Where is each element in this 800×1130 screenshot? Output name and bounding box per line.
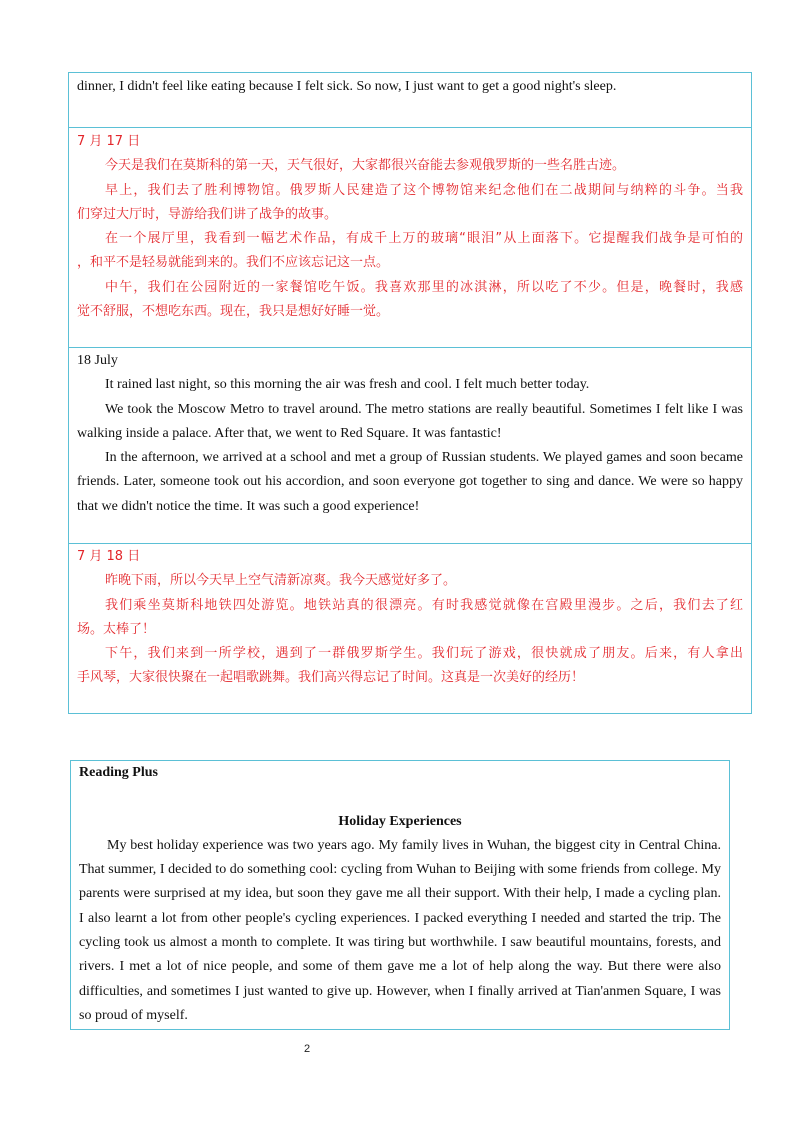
english-entry-18-july bbox=[69, 347, 751, 543]
paragraph-line: 中午，我们在公园附近的一家餐馆吃午饭。我喜欢那里的冰淇淋，所以吃了不少。但是，晚餐时，我感 bbox=[105, 279, 743, 295]
english-continuation-section bbox=[69, 73, 751, 127]
paragraph-line: 在一个展厅里，我看到一幅艺术作品，有成千上万的玻璃“眼泪”从上面落下。它提醒我们战争是可怕的 bbox=[105, 231, 743, 247]
paragraph-line: that we didn't notice the time. It was such a good experience! bbox=[77, 498, 420, 514]
paragraph-line: 手风琴，大家很快聚在一起唱歌跳舞。我们高兴得忘记了时间。这真是一次美好的经历！ bbox=[77, 670, 585, 686]
continuation-line: dinner, I didn't feel like eating because I felt sick. So now, I just want to get a good night's sleep. bbox=[77, 79, 617, 94]
reading-plus-content bbox=[71, 761, 729, 1028]
diary-box bbox=[68, 72, 752, 714]
page-number: 2 bbox=[303, 1043, 311, 1055]
paragraph-line: 今天是我们在莫斯科的第一天，天气很好，大家都很兴奋能去参观俄罗斯的一些名胜古迹。 bbox=[105, 158, 626, 174]
paragraph-line: ，和平不是轻易就能到来的。我们不应该忘记这一点。 bbox=[77, 255, 390, 271]
article-line: difficulties, and sometimes I just wanted to give up. However, when I finally arrived at Tian'anmen Square, I was bbox=[79, 983, 721, 999]
article-line: parents were surprised at my idea, but soon they gave me all their support. With their help, I made a cycling plan. bbox=[79, 886, 721, 902]
article-line: cycling took us almost a month to complete. It was tiring but worthwhile. I saw beautiful mountains, forests, and bbox=[79, 935, 721, 951]
article-line: My best holiday experience was two years ago. My family lives in Wuhan, the biggest city in Central China. bbox=[107, 837, 721, 853]
chinese-entry-july-17 bbox=[69, 127, 751, 347]
article-line: I also learnt a lot from other people's cycling experiences. I packed everything I needed and started the trip. The bbox=[79, 910, 721, 926]
chinese-entry-july-18 bbox=[69, 543, 751, 713]
article-line: so proud of myself. bbox=[79, 1007, 188, 1023]
paragraph-line: 下午，我们来到一所学校，遇到了一群俄罗斯学生。我们玩了游戏，很快就成了朋友。后来，有人拿出 bbox=[105, 646, 743, 662]
paragraph-line: 昨晚下雨，所以今天早上空气清新凉爽。我今天感觉好多了。 bbox=[105, 573, 457, 589]
paragraph-line: It rained last night, so this morning the air was fresh and cool. I felt much better today. bbox=[105, 377, 590, 393]
article-line: rivers. I met a lot of nice people, and some of them gave me a lot of help along the way. But there were also bbox=[79, 959, 721, 975]
paragraph-line: 们穿过大厅时，导游给我们讲了战争的故事。 bbox=[77, 206, 338, 222]
paragraph-line: friends. Later, someone took out his accordion, and soon everyone got together to sing and dance. We were so happy bbox=[77, 474, 743, 490]
article-title: Holiday Experiences bbox=[338, 813, 462, 829]
paragraph-line: In the afternoon, we arrived at a school and met a group of Russian students. We played games and soon became bbox=[105, 450, 743, 466]
article-line: That summer, I decided to do something cool: cycling from Wuhan to Beijing with some friends from college. My bbox=[79, 862, 721, 878]
spacer-line bbox=[79, 785, 721, 809]
entry-date: 7 月 17 日 bbox=[77, 134, 141, 149]
reading-plus-label: Reading Plus bbox=[79, 765, 158, 780]
paragraph-line: 场。太棒了！ bbox=[77, 621, 156, 637]
paragraph-line: 早上，我们去了胜利博物馆。俄罗斯人民建造了这个博物馆来纪念他们在二战期间与纳粹的斗争。当我 bbox=[105, 182, 743, 198]
paragraph-line: walking inside a palace. After that, we went to Red Square. It was fantastic! bbox=[77, 425, 502, 441]
paragraph-line: 我们乘坐莫斯科地铁四处游览。地铁站真的很漂亮。有时我感觉就像在宫殿里漫步。之后，我们去了红 bbox=[105, 597, 743, 613]
paragraph-line: 觉不舒服，不想吃东西。现在，我只是想好好睡一觉。 bbox=[77, 304, 390, 320]
reading-plus-box bbox=[70, 760, 730, 1030]
paragraph-line: We took the Moscow Metro to travel around. The metro stations are really beautiful. Sometimes I felt like I was bbox=[105, 401, 743, 417]
entry-date: 7 月 18 日 bbox=[77, 549, 141, 564]
entry-date: 18 July bbox=[77, 353, 118, 368]
